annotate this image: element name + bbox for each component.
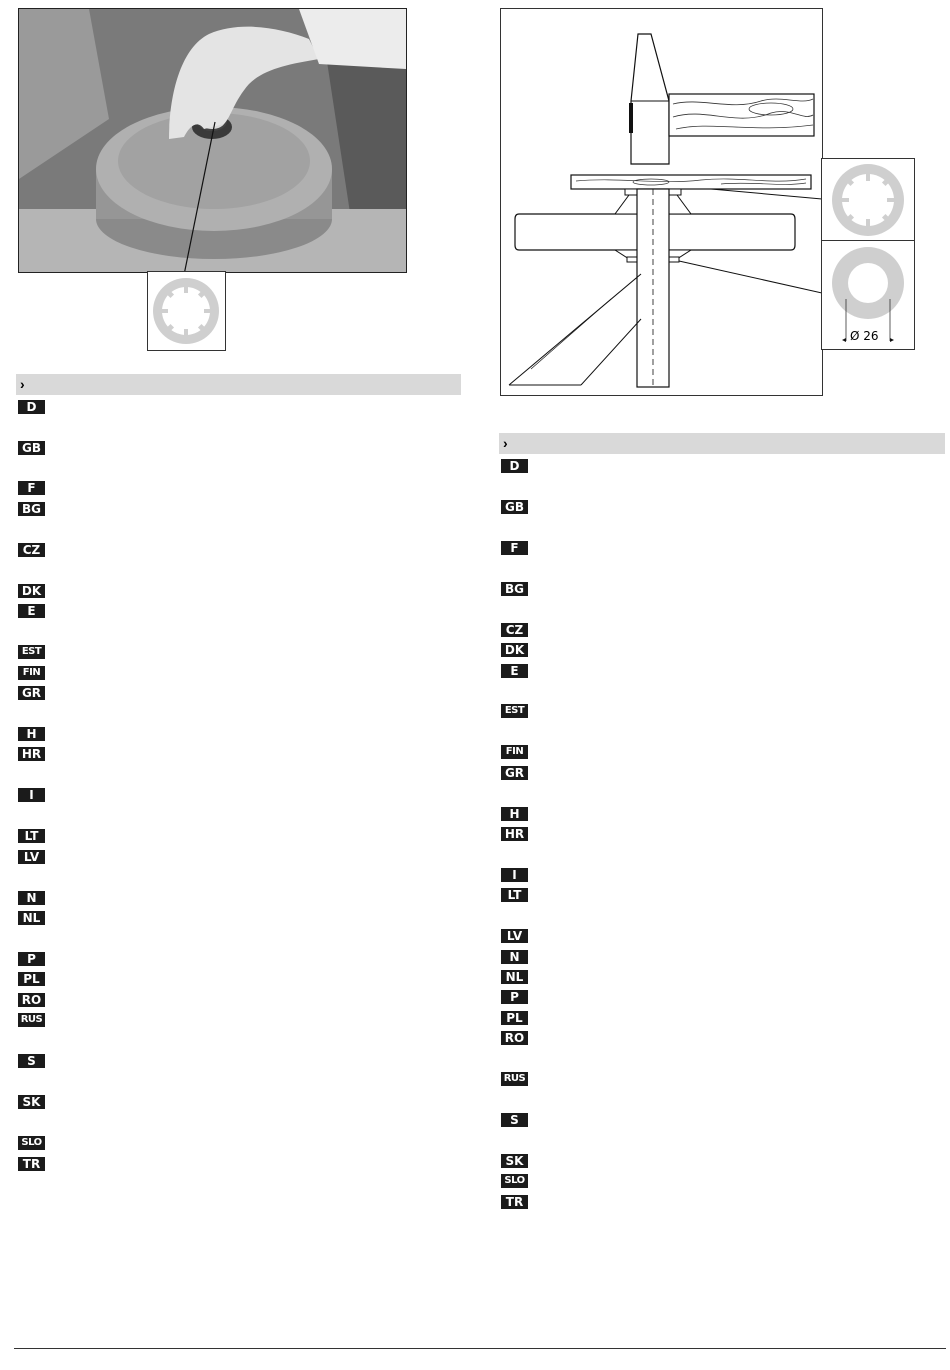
lang-badge-CZ: CZ: [501, 623, 528, 637]
lock-washer-icon: [822, 159, 914, 241]
lock-washer-inset-right: [821, 158, 915, 242]
lang-badge-I: I: [18, 788, 45, 802]
lang-badge-F: F: [18, 481, 45, 495]
lang-badge-P: P: [501, 990, 528, 1004]
lang-badge-GR: GR: [18, 686, 45, 700]
lang-badge-LT: LT: [18, 829, 45, 843]
lang-badge-GR: GR: [501, 766, 528, 780]
leader-line: [180, 120, 220, 280]
lang-badge-S: S: [501, 1113, 528, 1127]
lang-badge-D: D: [501, 459, 528, 473]
lang-badge-F: F: [501, 541, 528, 555]
lang-badge-E: E: [18, 604, 45, 618]
flat-washer-inset: [821, 240, 915, 350]
lang-badge-HR: HR: [501, 827, 528, 841]
section-header-left: [16, 374, 461, 395]
lang-badge-EST: EST: [501, 704, 528, 718]
washer-diameter-label: Ø 26: [850, 329, 879, 343]
lang-badge-RUS: RUS: [18, 1013, 45, 1027]
lang-badge-SLO: SLO: [501, 1174, 528, 1188]
lang-badge-N: N: [18, 891, 45, 905]
lang-badge-SK: SK: [18, 1095, 45, 1109]
lang-badge-BG: BG: [18, 502, 45, 516]
lang-badge-S: S: [18, 1054, 45, 1068]
lang-badge-GB: GB: [18, 441, 45, 455]
lang-badge-D: D: [18, 400, 45, 414]
lang-badge-PL: PL: [18, 972, 45, 986]
lang-badge-P: P: [18, 952, 45, 966]
section-header-right: [499, 433, 945, 454]
lang-badge-H: H: [501, 807, 528, 821]
lang-badge-FIN: FIN: [501, 745, 528, 759]
lang-badge-TR: TR: [501, 1195, 528, 1209]
lang-badge-EST: EST: [18, 645, 45, 659]
lock-washer-icon: [148, 272, 225, 350]
lang-badge-E: E: [501, 664, 528, 678]
lang-badge-BG: BG: [501, 582, 528, 596]
lang-badge-DK: DK: [18, 584, 45, 598]
chevron-right-icon: ›: [503, 435, 508, 451]
lang-badge-TR: TR: [18, 1157, 45, 1171]
lang-badge-RUS: RUS: [501, 1072, 528, 1086]
lock-washer-inset: [147, 271, 226, 351]
lang-badge-SK: SK: [501, 1154, 528, 1168]
lang-badge-NL: NL: [501, 970, 528, 984]
lang-badge-FIN: FIN: [18, 666, 45, 680]
lang-badge-N: N: [501, 950, 528, 964]
footer-divider: [14, 1348, 946, 1349]
lang-badge-HR: HR: [18, 747, 45, 761]
lang-badge-PL: PL: [501, 1011, 528, 1025]
lang-badge-GB: GB: [501, 500, 528, 514]
lang-badge-RO: RO: [18, 993, 45, 1007]
hammer-fitting-diagram: [500, 8, 823, 396]
lang-badge-SLO: SLO: [18, 1136, 45, 1150]
lang-badge-I: I: [501, 868, 528, 882]
lang-badge-CZ: CZ: [18, 543, 45, 557]
lang-badge-LV: LV: [501, 929, 528, 943]
lang-badge-DK: DK: [501, 643, 528, 657]
lang-badge-LV: LV: [18, 850, 45, 864]
lang-badge-H: H: [18, 727, 45, 741]
chevron-right-icon: ›: [20, 376, 25, 392]
lang-badge-LT: LT: [501, 888, 528, 902]
lang-badge-RO: RO: [501, 1031, 528, 1045]
lang-badge-NL: NL: [18, 911, 45, 925]
